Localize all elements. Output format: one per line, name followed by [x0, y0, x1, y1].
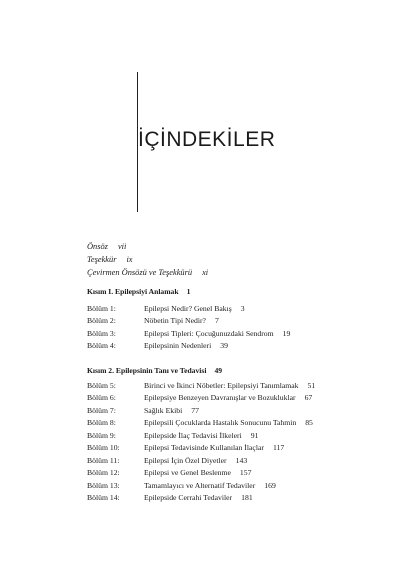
chapter-number: Bölüm 7:: [87, 405, 116, 415]
chapter-title: Epilepsi Tedavisinde Kullanılan İlaçlar: [144, 443, 264, 453]
chapter-number: Bölüm 11:: [87, 455, 120, 465]
chapter-title: Epilepsi Nedir? Genel Bakış: [144, 304, 232, 313]
chapter-title: Epilepsi ve Genel Beslenme: [144, 468, 231, 478]
chapter-title: Epilepsiye Benzeyen Davranışlar ve Bozukluklar: [144, 393, 296, 403]
chapter-title: Birinci ve İkinci Nöbetler: Epilepsiyi Tanımlamak: [144, 381, 299, 390]
part-title: Kısım 2. Epilepsinin Tanı ve Tedavisi: [87, 366, 207, 375]
chapter-page: 85: [305, 418, 313, 428]
chapter-number: Bölüm 13:: [87, 480, 120, 490]
chapter-title: Epilepsili Çocuklarda Hastalık Sonucunu Tahmin: [144, 418, 297, 428]
chapter-page: 3: [240, 304, 245, 313]
chapter-number: Bölüm 12:: [87, 468, 120, 478]
front-matter-label: Teşekkür: [87, 255, 117, 264]
front-matter-label: Çevirmen Önsözü ve Teşekkürü: [87, 268, 193, 277]
chapter-title: Epilepsinin Nedenleri: [144, 341, 212, 351]
chapter-title: Epilepside İlaç Tedavisi İlkeleri: [144, 430, 242, 440]
chapter-number: Bölüm 6:: [87, 393, 116, 403]
chapter-number: Bölüm 8:: [87, 418, 116, 428]
part-heading[interactable]: [87, 366, 222, 375]
front-matter-page: xi: [202, 268, 209, 277]
front-matter-item[interactable]: [87, 266, 208, 279]
chapter-number: Bölüm 5:: [87, 381, 116, 390]
chapter-page: 67: [304, 393, 313, 403]
page-title: İÇİNDEKİLER: [138, 128, 276, 151]
chapter-number: Bölüm 4:: [87, 341, 116, 351]
chapter-page: 157: [239, 468, 252, 478]
part-heading[interactable]: [87, 287, 190, 296]
chapter-page: 77: [191, 405, 199, 415]
chapter-number: Bölüm 10:: [87, 443, 120, 453]
chapter-title: Epilepsi İçin Özel Diyetler: [144, 455, 227, 465]
chapter-page: 7: [214, 316, 219, 326]
front-matter-item[interactable]: [87, 253, 208, 266]
chapter-number: Bölüm 1:: [87, 304, 116, 313]
chapter-number: Bölüm 14:: [87, 492, 120, 502]
chapter-page: 143: [235, 455, 248, 465]
front-matter-page: vii: [117, 242, 127, 251]
chapter-title: Nöbetin Tipi Nedir?: [144, 316, 206, 326]
chapter-title: Tamamlayıcı ve Alternatif Tedaviler: [144, 480, 256, 490]
front-matter-page: ix: [126, 255, 133, 264]
chapter-page: 117: [272, 443, 285, 453]
chapter-title: Sağlık Ekibi: [144, 405, 183, 415]
chapter-title: Epilepside Cerrahi Tedaviler: [144, 492, 233, 502]
chapter-page: 39: [220, 341, 228, 351]
front-matter-item[interactable]: [87, 240, 208, 253]
chapter-number: Bölüm 3:: [87, 328, 116, 338]
front-matter-list: [87, 240, 208, 279]
chapter-page: 51: [307, 381, 316, 390]
part-page: 1: [186, 287, 191, 296]
chapter-page: 19: [282, 328, 291, 338]
chapter-number: Bölüm 2:: [87, 316, 116, 326]
part-page: 49: [214, 366, 223, 375]
front-matter-label: Önsöz: [87, 242, 108, 251]
chapter-title: Epilepsi Tipleri: Çocuğunuzdaki Sendrom: [144, 328, 274, 338]
chapter-number: Bölüm 9:: [87, 430, 116, 440]
chapter-page: 181: [241, 492, 253, 502]
part-title: Kısım I. Epilepsiyi Anlamak: [87, 287, 179, 296]
chapter-page: 169: [264, 480, 276, 490]
chapter-page: 91: [250, 430, 259, 440]
